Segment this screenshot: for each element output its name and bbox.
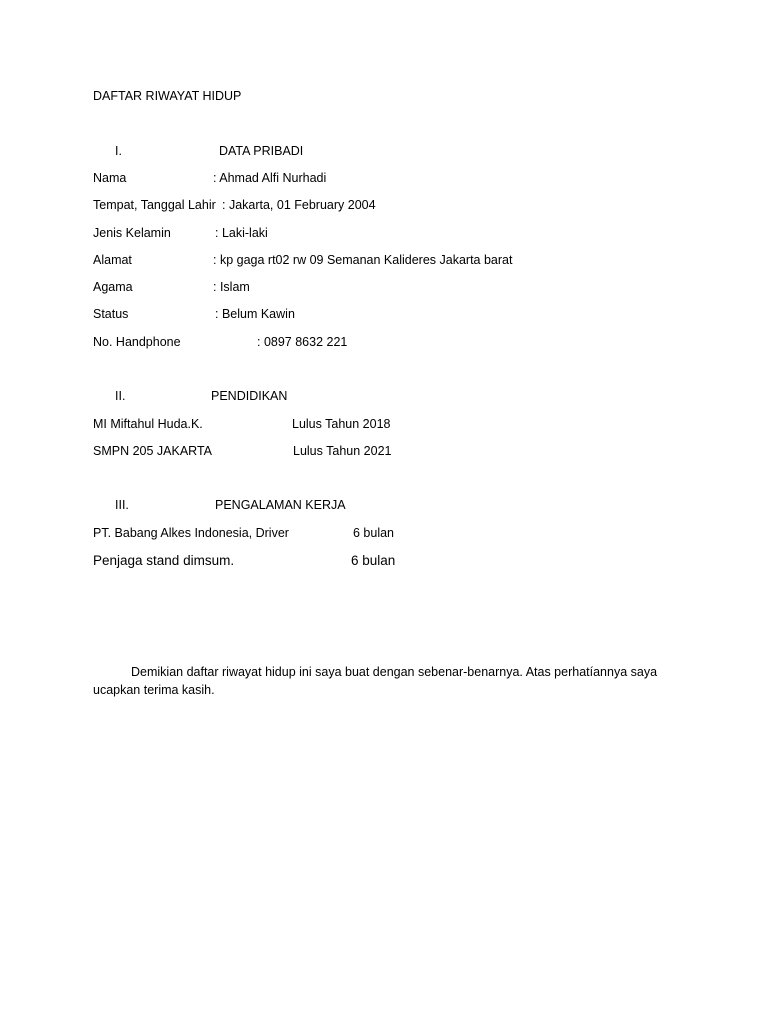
section-experience-heading: PENGALAMAN KERJA xyxy=(215,498,346,512)
personal-label-ttl: Tempat, Tanggal Lahir xyxy=(93,198,216,212)
personal-value-nama: : Ahmad Alfi Nurhadi xyxy=(213,171,327,185)
section-experience-numeral: III. xyxy=(115,498,129,512)
personal-label-handphone: No. Handphone xyxy=(93,335,181,349)
education-year-2: Lulus Tahun 2021 xyxy=(293,444,392,458)
section-education-heading: PENDIDIKAN xyxy=(211,389,288,403)
personal-value-ttl: : Jakarta, 01 February 2004 xyxy=(222,198,376,212)
experience-duration-1: 6 bulan xyxy=(353,526,395,540)
section-education-numeral: II. xyxy=(115,389,126,403)
personal-value-agama: : Islam xyxy=(213,280,250,294)
experience-job-2: Penjaga stand dimsum. xyxy=(93,553,235,568)
section-personal-heading: DATA PRIBADI xyxy=(219,144,304,158)
education-year-1: Lulus Tahun 2018 xyxy=(292,417,391,431)
personal-value-status: : Belum Kawin xyxy=(215,307,295,321)
personal-label-alamat: Alamat xyxy=(93,253,132,267)
personal-label-nama: Nama xyxy=(93,171,127,185)
experience-duration-2: 6 bulan xyxy=(351,553,396,568)
personal-label-agama: Agama xyxy=(93,280,133,294)
personal-label-status: Status xyxy=(93,307,129,321)
section-personal-numeral: I. xyxy=(115,144,122,158)
closing-text: Demikian daftar riwayat hidup ini saya buat dengan sebenar-benarnya. Atas perhatíannya saya ucapkan terima kasih. xyxy=(93,665,658,697)
personal-label-jenis-kelamin: Jenis Kelamin xyxy=(93,226,171,240)
personal-value-jenis-kelamin: : Laki-laki xyxy=(215,226,268,240)
personal-value-alamat: : kp gaga rt02 rw 09 Semanan Kalideres Jakarta barat xyxy=(213,253,513,267)
closing-paragraph xyxy=(93,663,663,699)
education-school-1: MI Miftahul Huda.K. xyxy=(93,417,203,431)
personal-value-handphone: : 0897 8632 221 xyxy=(257,335,348,349)
experience-job-1: PT. Babang Alkes Indonesia, Driver xyxy=(93,526,289,540)
education-school-2: SMPN 205 JAKARTA xyxy=(93,444,213,458)
document-title: DAFTAR RIWAYAT HIDUP xyxy=(93,89,242,103)
